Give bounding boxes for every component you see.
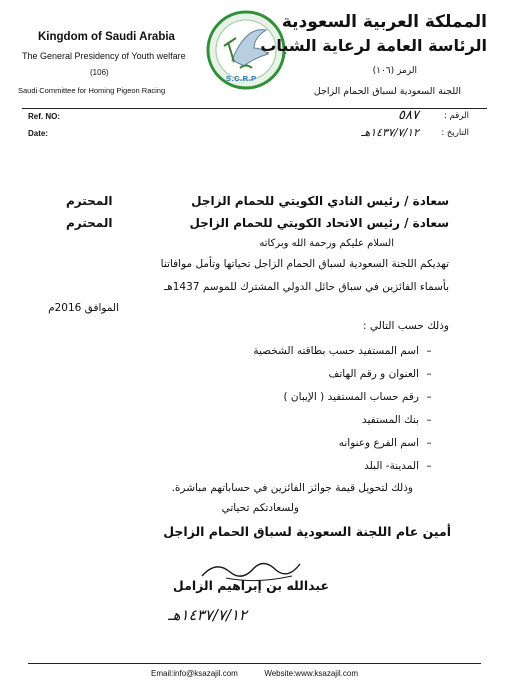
addressee-2-title: المحترم: [66, 216, 113, 230]
email-label: Email:: [151, 669, 174, 678]
en-header-code: (106): [90, 68, 109, 77]
list-item: –بنك المستفيد: [362, 414, 432, 426]
ar-header-committee: اللجنة السعودية لسباق الحمام الزاجل: [313, 86, 461, 97]
list-item-text: اسم المستفيد حسب بطاقته الشخصية: [253, 345, 419, 357]
list-item: –اسم الفرع وعنوانه: [338, 437, 432, 449]
footer-contact: [0, 669, 509, 678]
en-header-committee: Saudi Committee for Homing Pigeon Racing: [18, 86, 166, 95]
para-line-1: تهديكم اللجنة السعودية لسباق الحمام الزاجل تحياتها وتأمل موافاتنا: [160, 258, 449, 270]
handwritten-date: ١٤٣٧/٧/١٢هـ: [168, 606, 247, 624]
en-header-presidency: The General Presidency of Youth welfare: [22, 51, 186, 61]
footer-divider: [28, 663, 481, 664]
website-label: Website:: [264, 669, 296, 678]
list-item-text: المدينة- البلد: [364, 460, 419, 472]
list-item: –العنوان و رقم الهاتف: [328, 368, 432, 380]
ar-header-presidency: الرئاسة العامة لرعاية الشباب: [260, 36, 487, 55]
signatory-title: أمين عام اللجنة السعودية لسباق الحمام الزاجل: [163, 524, 451, 539]
signatory-name: عبدالله بن إبراهيم الزامل: [172, 578, 329, 593]
list-item-text: رقم حساب المستفيد ( الإيبان ): [283, 391, 419, 403]
regards: ولسعادتكم تحياتي: [221, 502, 299, 514]
addressee-2: سعادة / رئيس الاتحاد الكويتي للحمام الزاجل: [189, 216, 449, 230]
date-value: ١٤٣٧/٧/١٢هـ: [361, 126, 419, 139]
ref-label-ar: الرقم :: [444, 111, 469, 121]
en-header-kingdom: Kingdom of Saudi Arabia: [38, 31, 175, 43]
email-link[interactable]: info@ksazajil.com: [173, 669, 238, 678]
addressee-1-title: المحترم: [66, 194, 113, 208]
list-item: –المدينة- البلد: [364, 460, 432, 472]
para-line-3: الموافق 2016م: [48, 302, 119, 314]
date-label-ar: التاريخ :: [441, 128, 469, 138]
ar-header-kingdom: المملكة العربية السعودية: [281, 12, 487, 32]
list-item: –اسم المستفيد حسب بطاقته الشخصية: [253, 345, 432, 357]
list-item: –رقم حساب المستفيد ( الإيبان ): [283, 391, 432, 403]
list-item-text: اسم الفرع وعنوانه: [338, 437, 419, 449]
date-label: Date:: [28, 129, 49, 138]
list-intro: وذلك حسب التالي :: [363, 320, 449, 332]
ar-header-code: الرمز (١٠٦): [372, 66, 417, 76]
closing-line: وذلك لتحويل قيمة جوائز الفائزين في حساباتهم مباشرة.: [171, 482, 413, 494]
list-item-text: العنوان و رقم الهاتف: [328, 368, 419, 380]
addressee-1: سعادة / رئيس النادي الكويتي للحمام الزاجل: [191, 194, 449, 208]
list-item-text: بنك المستفيد: [362, 414, 419, 426]
website-link[interactable]: www.ksazajil.com: [295, 669, 358, 678]
logo-acronym: S.C.R.P: [226, 74, 257, 83]
ref-label: Ref. NO:: [28, 112, 60, 121]
greeting: السلام عليكم ورحمة الله وبركاته: [259, 238, 394, 249]
para-line-2: بأسماء الفائزين في سباق حائل الدولي المشترك للموسم 1437هـ: [164, 281, 449, 293]
ref-value: ٥٨٧: [398, 108, 419, 123]
